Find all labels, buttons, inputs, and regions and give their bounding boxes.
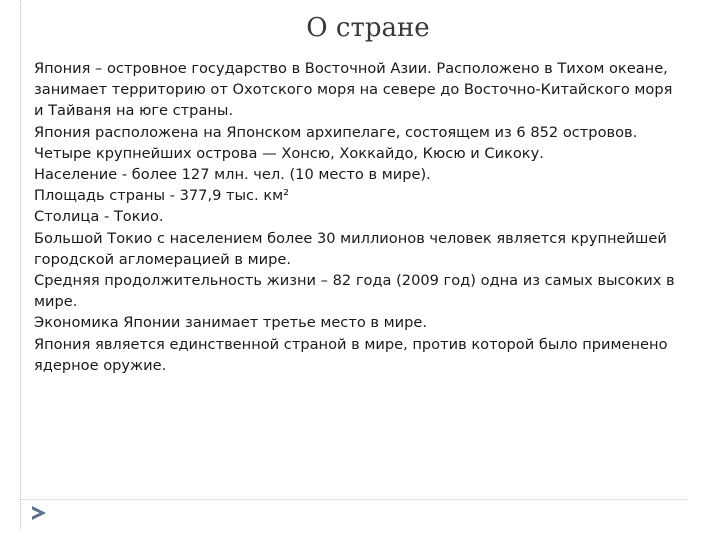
paragraph-archipelago: Япония расположена на Японском архипелаге, состоящем из 6 852 островов.	[34, 123, 638, 141]
paragraph-economy: Экономика Японии занимает третье место в мире.	[34, 314, 428, 332]
slide-body	[34, 58, 686, 376]
paragraph-capital: Столица - Токио.	[34, 208, 164, 226]
paragraph-life-expectancy: Средняя продолжительность жизни – 82 года (2009 год) одна из самых высоких в мире.	[34, 272, 675, 311]
paragraph-population: Население - более 127 млн. чел. (10 место в мире).	[34, 166, 431, 184]
left-dotted-rule	[20, 0, 21, 530]
triangle-arrow-icon	[30, 504, 48, 522]
paragraph-nuclear: Япония является единственной страной в мире, против которой было применено ядерное оружие.	[34, 335, 668, 374]
paragraph-greater-tokyo: Большой Токио с населением более 30 миллионов человек является крупнейшей городской агломерацией в мире.	[34, 229, 667, 268]
paragraph-area: Площадь страны - 377,9 тыс. км²	[34, 187, 290, 205]
paragraph-location: Япония – островное государство в Восточной Азии. Расположено в Тихом океане, занимает территорию от Охотского моря на севере до Восточно-Китайского моря и Тайваня на юге страны.	[34, 60, 673, 120]
slide-title: О стране	[306, 13, 430, 43]
paragraph-islands: Четыре крупнейших острова — Хонсю, Хоккайдо, Кюсю и Сикоку.	[34, 144, 544, 162]
bottom-dotted-rule	[20, 499, 688, 500]
